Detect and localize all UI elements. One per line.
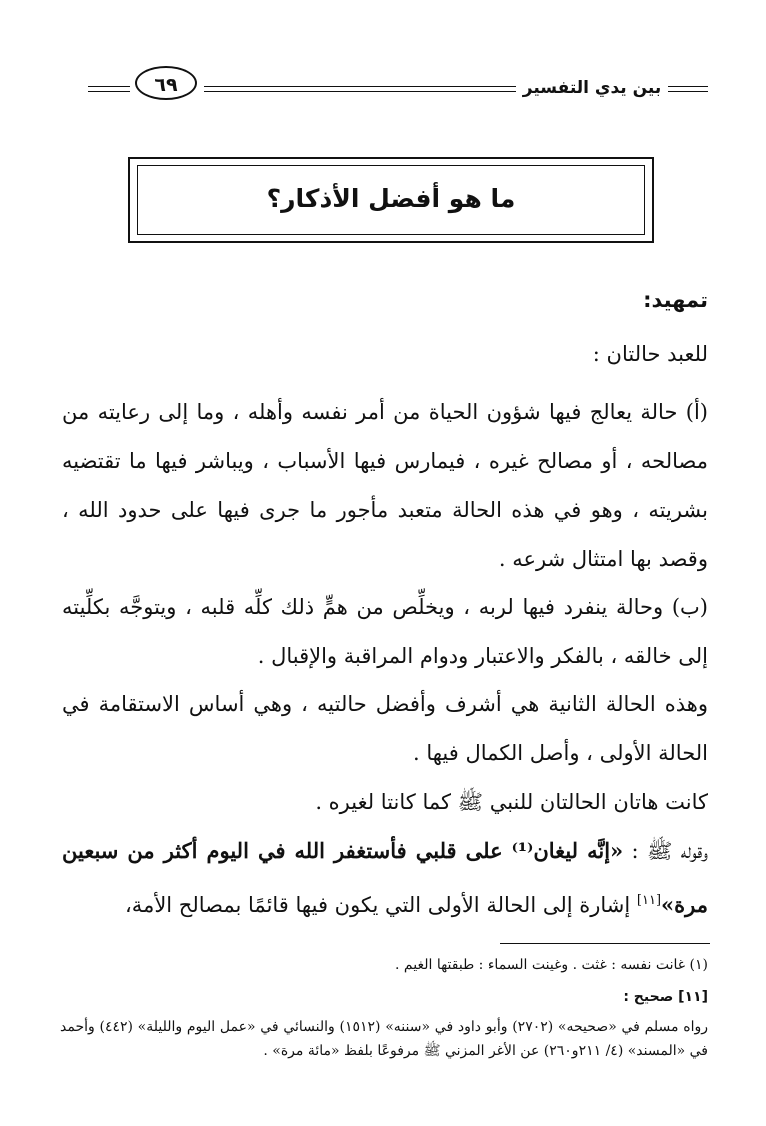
- footnote-2-body: رواه مسلم في «صحيحه» (٢٧٠٢) وأبو داود في «سننه» (١٥١٢) والنسائي في «عمل اليوم والليلة» (٤٤٢) وأحمد في «المسند» (٤/ ٢١١و٢٦٠) عن الأغر المزني ﷺ مرفوعًا بلفظ «مائة مرة» .: [60, 1019, 708, 1059]
- header-rule-left-2: [88, 91, 130, 92]
- intro-line: للعبد حالتان :: [592, 342, 708, 366]
- footnote-1: (١) غانت نفسه : غثت . وغينت السماء : طبقتها الغيم .: [395, 957, 708, 973]
- paragraph-b: (ب) وحالة ينفرد فيها لربه ، ويخلِّص من همٍّ ذلك كلِّه قلبه ، ويتوجَّه بكلِّيته إلى خالقه ، بالفكر والاعتبار ودوام المراقبة والإقبال .: [62, 595, 708, 668]
- footnote-separator: [500, 943, 710, 944]
- paragraph-d: كانت هاتان الحالتان للنبي ﷺ كما كانتا لغيره .: [315, 790, 708, 814]
- paragraph-e: [62, 826, 708, 930]
- hadith-reference: [١١]: [636, 893, 662, 908]
- hadith-quote: «إنَّه ليغان⁽¹⁾ على قلبي فأستغفر الله في اليوم أكثر من سبعين مرة»: [62, 838, 708, 917]
- footnote-2-heading: [١١] صحيح :: [623, 989, 708, 1005]
- header-rule-right-2: [668, 91, 708, 92]
- header-rule-right: [668, 86, 708, 87]
- chapter-title-inner-frame: [137, 165, 645, 235]
- header-rule-middle-2: [204, 91, 516, 92]
- chapter-title: ما هو أفضل الأذكار؟: [266, 184, 516, 213]
- header-rule-left: [88, 86, 130, 87]
- hadith-intro: وقوله ﷺ :: [623, 839, 708, 863]
- paragraph-c: وهذه الحالة الثانية هي أشرف وأفضل حالتيه ، وهي أساس الاستقامة في الحالة الأولى ، وأصل الكمال فيها .: [62, 692, 708, 765]
- header-rule-middle: [204, 86, 516, 87]
- hadith-commentary: إشارة إلى الحالة الأولى التي يكون فيها قائمًا بمصالح الأمة،: [125, 893, 637, 917]
- page-number-oval: ٦٩: [135, 66, 197, 100]
- chapter-title-frame: [128, 157, 654, 243]
- running-header-title: بين يدي التفسير: [522, 78, 662, 98]
- intro-heading: تمهيد:: [643, 288, 708, 312]
- paragraph-a: (أ) حالة يعالج فيها شؤون الحياة من أمر نفسه وأهله ، وما إلى رعايته من مصالحه ، أو مصالح غيره ، فيمارس فيها الأسباب ، ويباشر فيها ما تقتضيه بشريته ، وهو في هذه الحالة متعبد مأجور ما جرى فيها على حدود الله ، وقصد بها امتثال شرعه .: [62, 400, 708, 571]
